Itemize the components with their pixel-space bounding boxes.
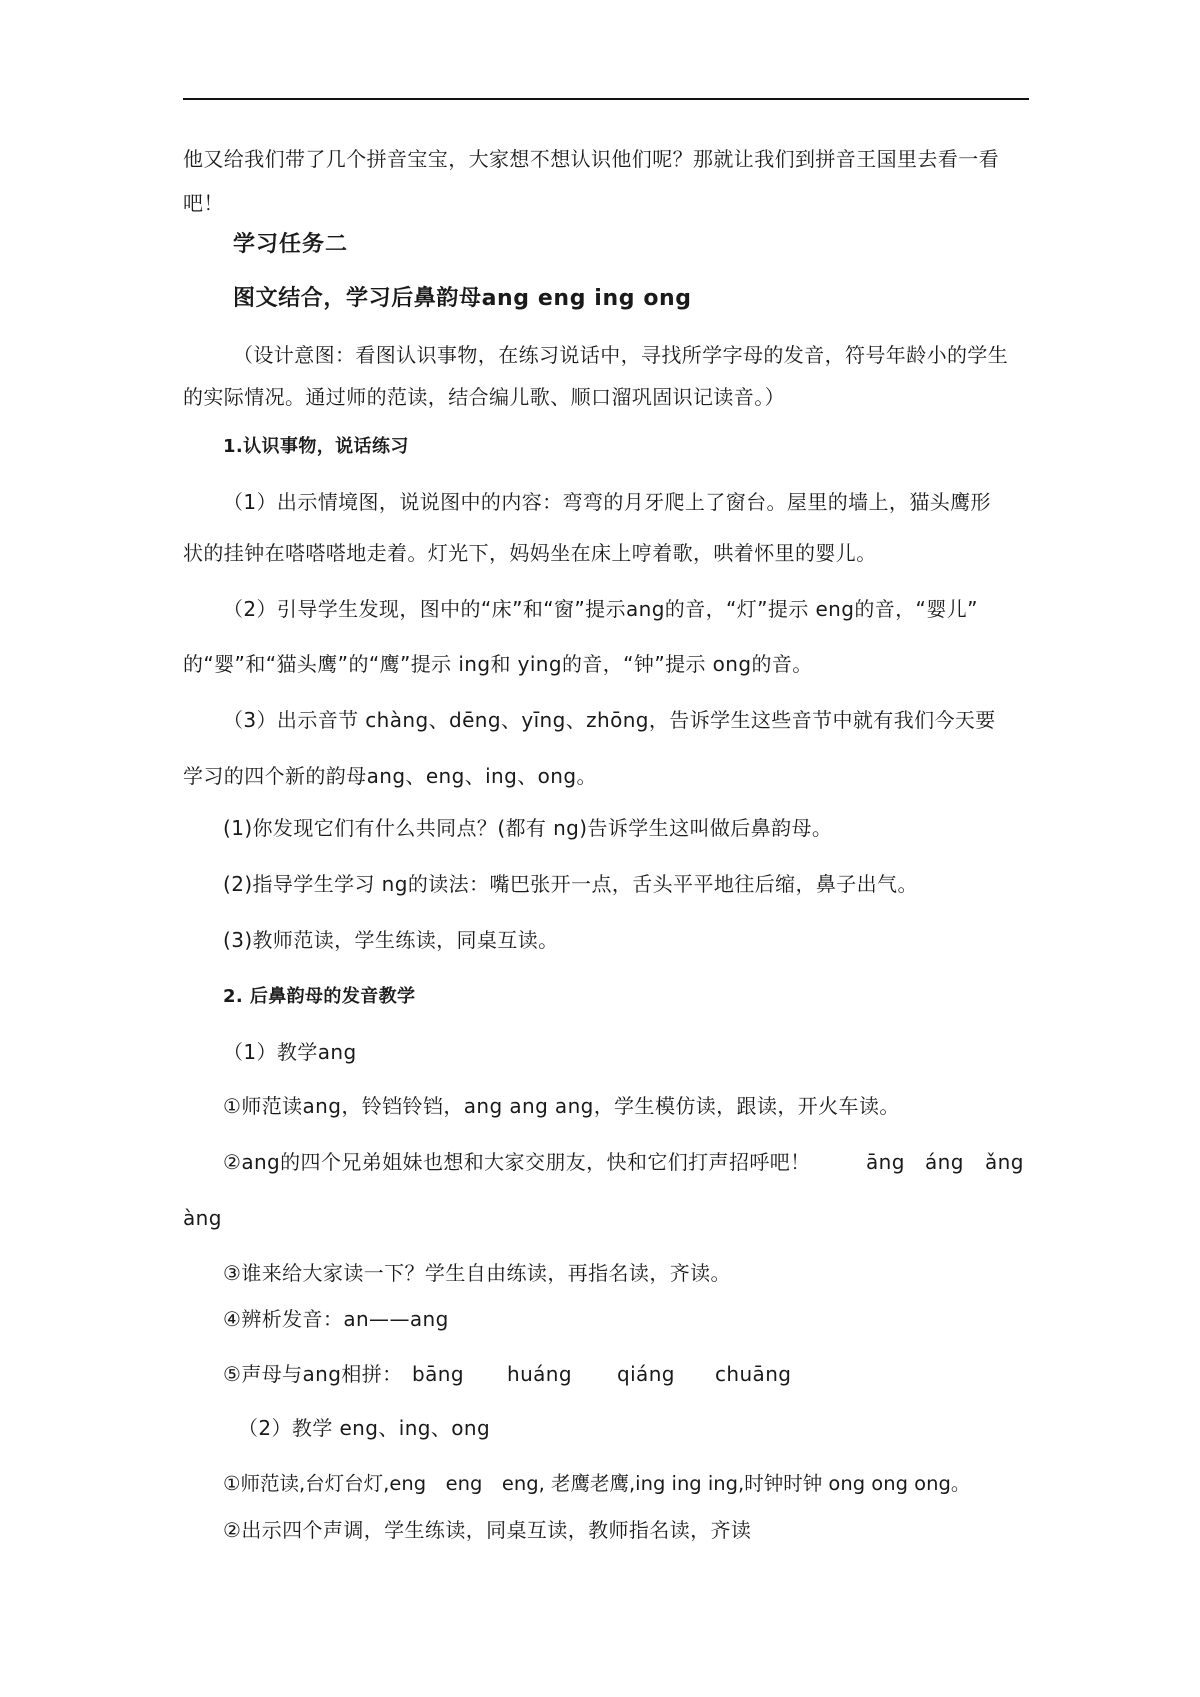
eng-ing-ong-step-2: ②出示四个声调，学生练读，同桌互读，教师指名读，齐读 (223, 1518, 752, 1542)
intro-line-2: 吧！ (183, 191, 224, 215)
section1-step-1: (1)你发现它们有什么共同点？(都有 ng)告诉学生这叫做后鼻韵母。 (223, 816, 833, 840)
ang-syllable-1: bāng (412, 1362, 464, 1386)
ang-syllable-4: chuāng (715, 1362, 792, 1386)
section1-p1-line-1: （1）出示情境图，说说图中的内容：弯弯的月牙爬上了窗台。屋里的墙上，猫头鹰形 (223, 490, 991, 514)
ang-step-4: ④辨析发音：an——ang (223, 1307, 449, 1331)
design-intent-line-2: 的实际情况。通过师的范读，结合编儿歌、顺口溜巩固识记读音。） (183, 385, 785, 409)
eng-ing-ong-step-1: ①师范读,台灯台灯,eng eng eng, 老鹰老鹰,ing ing ing,时钟时钟 ong ong ong。 (223, 1472, 971, 1495)
section1-title: 1.认识事物，说话练习 (223, 436, 409, 457)
section1-step-3: (3)教师范读，学生练读，同桌互读。 (223, 928, 559, 952)
ang-step-2-text: ②ang的四个兄弟姐妹也想和大家交朋友，快和它们打声招呼吧！ (223, 1150, 811, 1174)
section1-p2-line-2: 的“婴”和“猫头鹰”的“鹰”提示 ing和 ying的音，“钟”提示 ong的音。 (183, 652, 813, 676)
ang-syllable-3: qiáng (617, 1362, 675, 1386)
ang-step-1: ①师范读ang，铃铛铃铛，ang ang ang，学生模仿读，跟读，开火车读。 (223, 1094, 900, 1118)
section1-p2-line-1: （2）引导学生发现，图中的“床”和“窗”提示ang的音，“灯”提示 eng的音，“婴儿” (223, 597, 978, 621)
task-title: 学习任务二 (233, 232, 349, 257)
ang-tone-1: āng (866, 1150, 905, 1174)
section2-sub1: （1）教学ang (223, 1040, 357, 1064)
design-intent-line-1: （设计意图：看图认识事物，在练习说话中，寻找所学字母的发音，符号年龄小的学生 (233, 343, 1009, 367)
section2-sub2: （2）教学 eng、ing、ong (238, 1416, 491, 1440)
intro-line-1: 他又给我们带了几个拼音宝宝，大家想不想认识他们呢？那就让我们到拼音王国里去看一看 (183, 147, 999, 171)
ang-step-5: ⑤声母与ang相拼： (223, 1362, 403, 1386)
ang-tone-2: áng (925, 1150, 964, 1174)
section1-p3-line-2: 学习的四个新的韵母ang、eng、ing、ong。 (183, 764, 597, 788)
ang-syllable-2: huáng (507, 1362, 572, 1386)
ang-tone-4: àng (183, 1206, 222, 1230)
section2-title: 2. 后鼻韵母的发音教学 (223, 986, 416, 1007)
section1-p1-line-2: 状的挂钟在嗒嗒嗒地走着。灯光下，妈妈坐在床上哼着歌，哄着怀里的婴儿。 (183, 541, 877, 565)
ang-step-2 (223, 1149, 811, 1175)
ang-tone-3: ǎng (985, 1150, 1024, 1174)
section1-step-2: (2)指导学生学习 ng的读法：嘴巴张开一点，舌头平平地往后缩，鼻子出气。 (223, 872, 918, 896)
header-rule (183, 98, 1029, 100)
section1-p3-line-1: （3）出示音节 chàng、dēng、yīng、zhōng，告诉学生这些音节中就有我们今天要 (223, 708, 996, 732)
task-subtitle: 图文结合，学习后鼻韵母ang eng ing ong (233, 286, 692, 311)
ang-step-3: ③谁来给大家读一下？学生自由练读，再指名读，齐读。 (223, 1261, 731, 1285)
